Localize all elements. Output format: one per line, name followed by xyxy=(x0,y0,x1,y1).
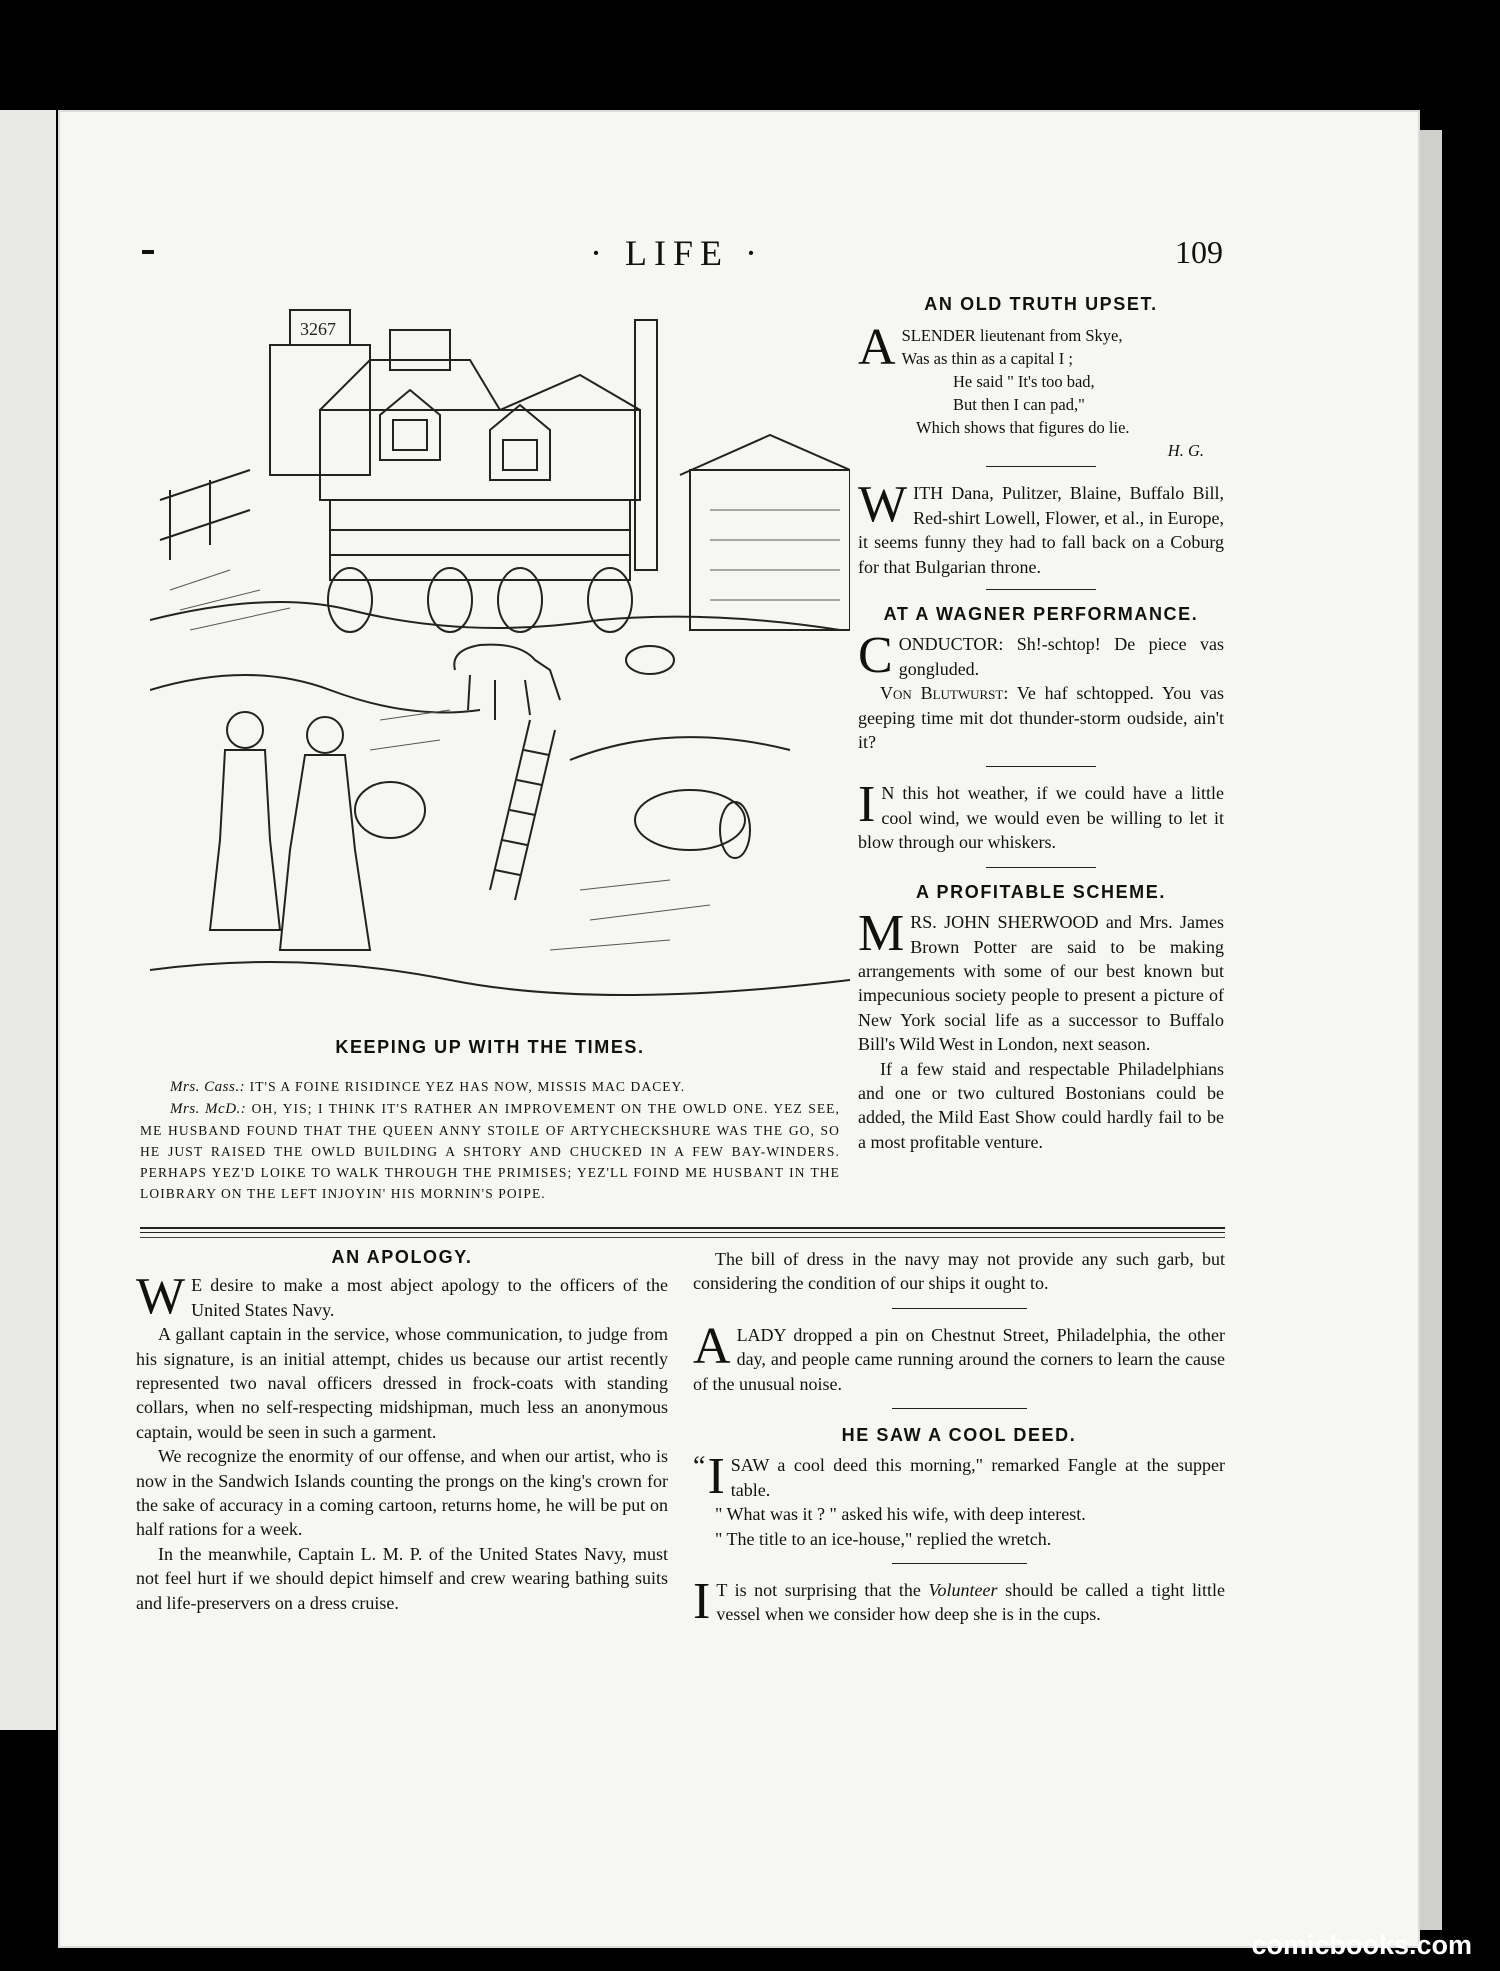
volunteer-text-end: should be called a tight little vessel when we consider how deep she is in the cups. xyxy=(716,1580,1225,1625)
poem-line: He said " It's too bad, xyxy=(953,372,1095,392)
drop-cap: I xyxy=(693,1573,711,1631)
previous-page-edge xyxy=(0,110,56,1730)
old-truth-poem xyxy=(858,319,1224,462)
margin-mark xyxy=(142,250,154,254)
profitable-paragraph xyxy=(858,905,1224,1056)
right-column xyxy=(858,292,1224,1154)
page-number: 109 xyxy=(1175,234,1223,270)
apology-column xyxy=(136,1245,668,1615)
drop-cap: I xyxy=(858,776,876,834)
apology-paragraph: A gallant captain in the service, whose communication, to judge from his signature, is an initial attempt, chides us because our artist recently represented two naval officers dressed in frock-coats with standing collars, when no self-respecting midshipman, much less an anonymous captain, would be seen in such a garment. xyxy=(136,1324,668,1442)
divider xyxy=(986,766,1096,767)
volunteer-ship-name: Volunteer xyxy=(928,1580,998,1601)
divider xyxy=(892,1308,1027,1309)
drop-cap: A xyxy=(858,319,896,377)
apology-paragraph: In the meanwhile, Captain L. M. P. of the United States Navy, must not feel hurt if we should depict himself and crew wearing bathing suits and life-preservers on a dress cruise. xyxy=(136,1543,668,1613)
profitable-title: A PROFITABLE SCHEME. xyxy=(915,881,1166,902)
dialogue-text: IT'S A FOINE RISIDINCE YEZ HAS NOW, MISSIS MAC DACEY. xyxy=(249,1079,686,1094)
old-truth-title: AN OLD TRUTH UPSET. xyxy=(924,294,1158,314)
wagner-text: Ve haf schtopped. You vas geeping time mit dot thunder-storm oudside, ain't it? xyxy=(858,683,1225,753)
cool-deed-paragraph xyxy=(693,1448,1225,1506)
wagner-paragraph xyxy=(858,627,1224,685)
cool-deed-text: SAW a cool deed this morning," remarked Fangle at the supper table. xyxy=(730,1455,1225,1500)
lady-text: LADY dropped a pin on Chestnut Street, Philadelphia, the other day, and people came running around the corners to learn the cause of the unusual noise. xyxy=(693,1324,1225,1394)
speaker: Von Blutwurst: xyxy=(880,683,1009,704)
source-credit: comicbooks.com xyxy=(1251,1930,1472,1960)
drop-cap: I xyxy=(707,1448,725,1506)
page-edge xyxy=(1420,130,1442,1930)
poem-line: Which shows that figures do lie. xyxy=(916,418,1130,438)
divider xyxy=(892,1563,1027,1564)
apology-paragraph: We recognize the enormity of our offense, and when our artist, who is now in the Sandwich Islands counting the prongs on the king's crown for the sake of accuracy in a coming cartoon, returns home, he will be put on half rations for a week. xyxy=(136,1446,668,1540)
drop-cap: W xyxy=(858,476,908,534)
apology-title: AN APOLOGY. xyxy=(331,1247,473,1267)
apology-text: E desire to make a most abject apology to the officers of the United States Navy. xyxy=(191,1275,668,1320)
cool-deed-title: HE SAW A COOL DEED. xyxy=(841,1425,1077,1446)
running-head: · LIFE · xyxy=(590,233,764,273)
poem-line: Was as thin as a capital I ; xyxy=(901,349,1073,369)
divider xyxy=(892,1408,1027,1409)
section-rule xyxy=(140,1237,1225,1238)
divider xyxy=(986,867,1096,868)
drop-cap: M xyxy=(858,905,905,963)
drop-cap: W xyxy=(136,1268,186,1326)
profitable-paragraph: If a few staid and respectable Philadelphians and one or two cultured Bostonians could be added, the Mild East Show could hardly fail to be a most profitable venture. xyxy=(858,1058,1224,1152)
lady-paragraph xyxy=(693,1317,1225,1396)
apology-continued: The bill of dress in the navy may not provide any such garb, but considering the condition of our ships it ought to. xyxy=(693,1249,1225,1294)
dana-paragraph xyxy=(858,476,1224,579)
svg-text:3267: 3267 xyxy=(300,319,336,339)
apology-paragraph xyxy=(136,1268,668,1326)
cartoon-title: KEEPING UP WITH THE TIMES. xyxy=(335,1037,645,1057)
dana-text: ITH Dana, Pulitzer, Blaine, Buffalo Bill, Red-shirt Lowell, Flower, et al., in Europe, it seems funny they had to fall back on a Coburg for that Bulgarian throne. xyxy=(858,483,1224,577)
cartoon-illustration xyxy=(150,290,850,1020)
profitable-text: RS. JOHN SHERWOOD and Mrs. James Brown Potter are said to be making arrangements with some of our best known but impecunious society people to present a picture of New York social life as a successor to Buffalo Bill's Wild West in London, next season. xyxy=(858,912,1224,1055)
cartoon-dialogue xyxy=(140,1076,840,1204)
cool-deed-paragraph: " The title to an ice-house," replied the wretch. xyxy=(715,1528,1052,1549)
dialogue-text: OH, YIS; I THINK IT'S RATHER AN IMPROVEMENT ON THE OWLD ONE. YEZ SEE, ME HUSBAND FOUND THAT THE QUEEN ANNY STOILE OF ARTYCHECKSHURE WAS THE GO, SO HE JUST RAISED THE OWLD BUILDING A SHTORY AND CHUCKED IN A FEW BAY-WINDERS. PERHAPS YEZ'D LOIKE TO WALK THROUGH THE PRIMISES; YEZ'LL FOIND ME HUSBANT IN THE LOIBRARY ON THE LEFT INJOYIN' HIS MORNIN'S POIPE. xyxy=(140,1101,841,1201)
volunteer-paragraph xyxy=(693,1573,1225,1631)
volunteer-text-start: T is not surprising that the xyxy=(716,1580,929,1601)
drop-cap: C xyxy=(858,627,893,685)
dialogue-line xyxy=(140,1076,840,1098)
dialogue-line xyxy=(140,1098,840,1204)
wagner-paragraph xyxy=(858,681,1224,754)
open-quote: “ xyxy=(693,1451,706,1483)
poem-line: SLENDER lieutenant from Skye, xyxy=(901,326,1123,346)
divider xyxy=(986,466,1096,467)
dialogue-speaker: Mrs. Cass.: xyxy=(170,1079,246,1095)
dialogue-speaker: Mrs. McD.: xyxy=(170,1101,247,1117)
hot-weather-text: N this hot weather, if we could have a little cool wind, we would even be willing to let it blow through our whiskers. xyxy=(858,783,1224,853)
cool-deed-paragraph: " What was it ? " asked his wife, with deep interest. xyxy=(715,1504,1086,1525)
poem-line: But then I can pad," xyxy=(953,395,1085,415)
section-rule xyxy=(140,1227,1225,1233)
signature: H. G. xyxy=(1167,441,1204,461)
divider xyxy=(986,589,1096,590)
wagner-text: ONDUCTOR: Sh!-schtop! De piece vas gongluded. xyxy=(898,634,1224,679)
bottom-right-column xyxy=(693,1247,1225,1631)
hot-weather-paragraph xyxy=(858,776,1224,854)
drop-cap: A xyxy=(693,1317,731,1375)
wagner-title: AT A WAGNER PERFORMANCE. xyxy=(883,604,1199,625)
